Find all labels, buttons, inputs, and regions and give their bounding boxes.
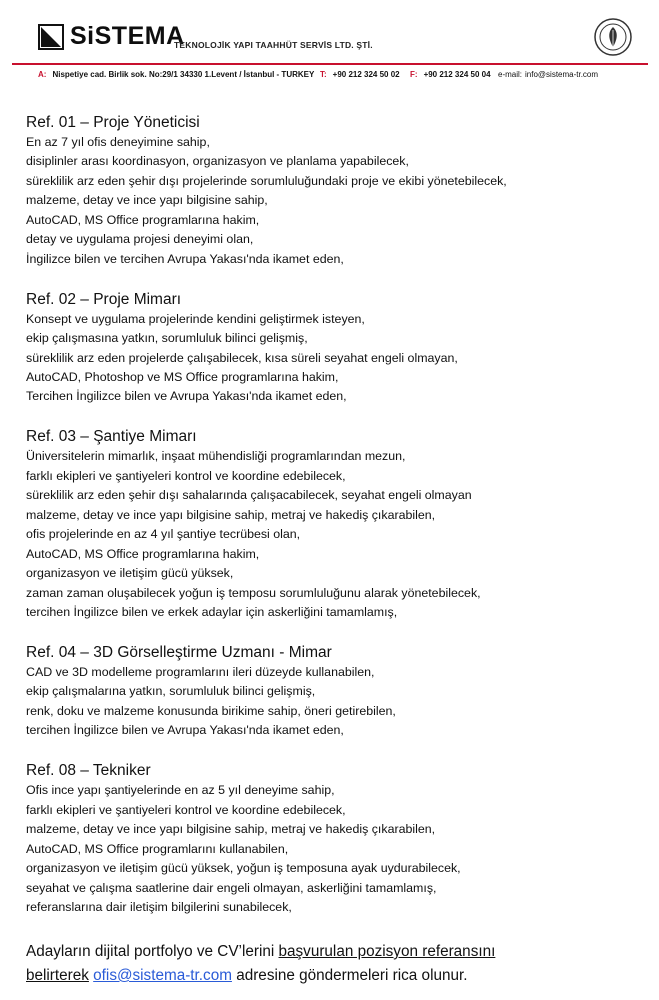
- job-requirement: İngilizce bilen ve tercihen Avrupa Yakası'nda ikamet eden,: [26, 251, 344, 266]
- job-ref-08: [26, 760, 651, 917]
- job-requirement: farklı ekipleri ve şantiyeleri kontrol ve koordine edebilecek,: [26, 802, 346, 817]
- email-label: e-mail:: [498, 70, 523, 79]
- job-title: Ref. 02 – Proje Mimarı: [26, 290, 182, 308]
- job-requirement: AutoCAD, MS Office programlarına hakim,: [26, 212, 260, 227]
- job-requirement: Ofis ince yapı şantiyelerinde en az 5 yıl deneyime sahip,: [26, 783, 335, 798]
- job-ref-04: [26, 642, 651, 741]
- instructions-line-1: [26, 940, 651, 964]
- fax-text: +90 212 324 50 04: [423, 70, 491, 79]
- email-block: [498, 70, 598, 79]
- company-tagline: TEKNOLOJİK YAPI TAAHHÜT SERVİS LTD. ŞTİ.: [174, 40, 373, 50]
- job-listings: [26, 112, 651, 937]
- job-requirement: AutoCAD, MS Office programlarını kullanabilen,: [26, 841, 289, 856]
- phone-text: +90 212 324 50 02: [332, 70, 400, 79]
- certification-seal-icon: [594, 18, 632, 56]
- job-requirement: farklı ekipleri ve şantiyeleri kontrol ve koordine edebilecek,: [26, 468, 346, 483]
- job-requirement: Konsept ve uygulama projelerinde kendini geliştirmek isteyen,: [26, 311, 365, 326]
- job-requirement: CAD ve 3D modelleme programlarını ileri düzeyde kullanabilen,: [26, 665, 375, 680]
- job-requirement: malzeme, detay ve ince yapı bilgisine sahip, metraj ve hakediş çıkarabilen,: [26, 507, 436, 522]
- brand-name: SiSTEMA: [70, 22, 185, 50]
- job-requirement: Üniversitelerin mimarlık, inşaat mühendisliği programlarından mezun,: [26, 449, 406, 464]
- job-requirement: tercihen İngilizce bilen ve Avrupa Yakası'nda ikamet eden,: [26, 723, 344, 738]
- job-title: Ref. 03 – Şantiye Mimarı: [26, 428, 197, 446]
- job-requirement: renk, doku ve malzeme konusunda birikime sahip, öneri getirebilen,: [26, 703, 396, 718]
- header-divider: [12, 63, 648, 65]
- job-requirement: En az 7 yıl ofis deneyimine sahip,: [26, 135, 210, 149]
- job-ref-03: [26, 426, 651, 622]
- job-requirement: AutoCAD, Photoshop ve MS Office programlarına hakim,: [26, 370, 339, 385]
- address-block: [38, 70, 314, 79]
- phone-block: [320, 70, 400, 79]
- job-requirement: Tercihen İngilizce bilen ve Avrupa Yakası'nda ikamet eden,: [26, 389, 347, 404]
- letterhead: [0, 0, 659, 90]
- job-ref-02: [26, 289, 651, 407]
- instructions-line-2: [26, 964, 651, 988]
- job-requirement: ekip çalışmalarına yatkın, sorumluluk bilinci gelişmiş,: [26, 684, 316, 699]
- fax-label: F:: [410, 70, 418, 79]
- application-instructions: [26, 940, 651, 988]
- address-text: Nispetiye cad. Birlik sok. No:29/1 34330 1.Levent / İstanbul - TURKEY: [52, 70, 315, 79]
- email-text[interactable]: info@sistema-tr.com: [525, 70, 599, 79]
- application-email-link[interactable]: ofis@sistema-tr.com: [93, 967, 232, 984]
- job-requirement: malzeme, detay ve ince yapı bilgisine sahip,: [26, 193, 268, 208]
- job-requirement: malzeme, detay ve ince yapı bilgisine sahip, metraj ve hakediş çıkarabilen,: [26, 822, 436, 837]
- instructions-emphasis: belirterek: [26, 967, 89, 984]
- sistema-logo-icon: [38, 24, 64, 50]
- job-requirement: zaman zaman oluşabilecek yoğun iş temposu sorumluluğunu alarak yönetebilecek,: [26, 585, 481, 600]
- job-requirement: organizasyon ve iletişim gücü yüksek, yoğun iş temposuna ayak uydurabilecek,: [26, 861, 461, 876]
- phone-label: T:: [320, 70, 327, 79]
- job-requirement: referanslarına dair iletişim bilgilerini sunabilecek,: [26, 900, 292, 915]
- fax-block: [410, 70, 491, 79]
- job-requirement: süreklilik arz eden şehir dışı projelerinde sorumluluğundaki proje ve ekibi yönetebilecek,: [26, 173, 507, 188]
- job-requirement: ekip çalışmasına yatkın, sorumluluk bilinci gelişmiş,: [26, 331, 308, 346]
- job-requirement: detay ve uygulama projesi deneyimi olan,: [26, 232, 254, 247]
- job-ref-01: [26, 112, 651, 269]
- instructions-emphasis: başvurulan pozisyon referansını: [278, 943, 496, 960]
- job-requirement: seyahat ve çalışma saatlerine dair engeli olmayan, askerliğini tamamlamış,: [26, 880, 437, 895]
- instructions-text: Adayların dijital portfolyo ve CV’lerini: [26, 943, 279, 960]
- job-requirement: disiplinler arası koordinasyon, organizasyon ve planlama yapabilecek,: [26, 154, 409, 169]
- instructions-text: adresine göndermeleri rica olunur.: [231, 967, 468, 984]
- job-title: Ref. 01 – Proje Yöneticisi: [26, 114, 200, 131]
- job-requirement: AutoCAD, MS Office programlarına hakim,: [26, 546, 260, 561]
- address-label: A:: [38, 70, 47, 79]
- job-requirement: organizasyon ve iletişim gücü yüksek,: [26, 566, 234, 581]
- job-title: Ref. 04 – 3D Görselleştirme Uzmanı - Mimar: [26, 644, 332, 662]
- job-requirement: ofis projelerinde en az 4 yıl şantiye tecrübesi olan,: [26, 527, 301, 542]
- job-requirement: süreklilik arz eden projelerde çalışabilecek, kısa süreli seyahat engeli olmayan,: [26, 350, 458, 365]
- job-title: Ref. 08 – Tekniker: [26, 762, 151, 780]
- job-requirement: tercihen İngilizce bilen ve erkek adaylar için askerliğini tamamlamış,: [26, 605, 398, 620]
- job-requirement: süreklilik arz eden şehir dışı sahalarında çalışacabilecek, seyahat engeli olmayan: [26, 488, 472, 503]
